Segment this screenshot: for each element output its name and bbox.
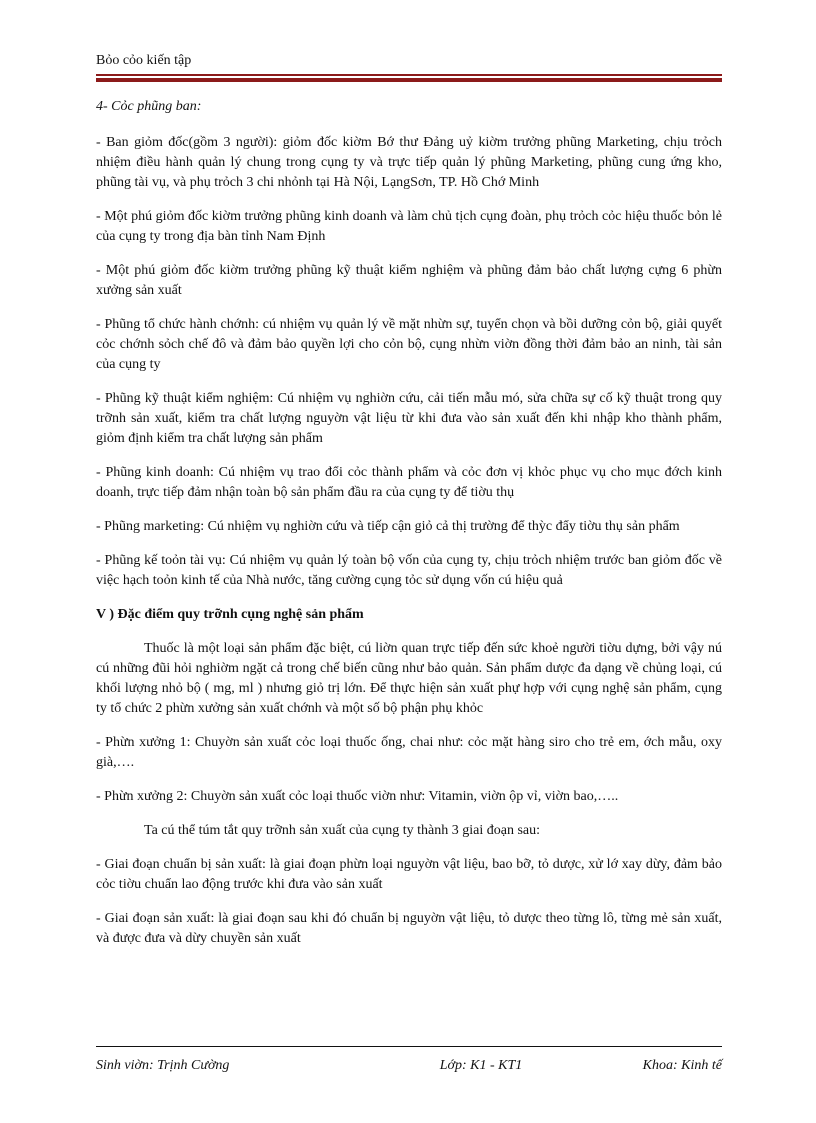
department-paragraph: - Ban giỏm đốc(gồm 3 người): giỏm đốc kiờm Bớ thư Đảng uỷ kiờm trưởng phũng Marketing, chịu trỏch nhiệm điều hành quản lý chung trong cụng ty và trực tiếp quản lý phũng Marketing, phũng cung ứng kho, phũng tài vụ, và phụ trỏch 3 chi nhỏnh tại Hà Nội, LạngSơn, TP. Hồ Chớ Minh [96, 135, 722, 190]
footer-class: Lớp: K1 - KT1 [439, 1058, 523, 1073]
footer-faculty: Khoa: Kinh tế [642, 1058, 722, 1073]
department-paragraph: - Phũng marketing: Cú nhiệm vụ nghiờn cứu và tiếp cận giỏ cả thị trường để thỳc đẩy tiờu thụ sản phẩm [96, 519, 680, 534]
header-rule [96, 74, 722, 82]
department-paragraph: - Một phú giỏm đốc kiờm trưởng phũng kinh doanh và làm chủ tịch cụng đoàn, phụ trỏch cỏc hiệu thuốc bỏn lẻ của cụng ty trong địa bàn tỉnh Nam Định [96, 209, 722, 244]
workshop-paragraph: - Phừn xưởng 2: Chuyờn sản xuất cỏc loại thuốc viờn như: Vitamin, viờn ộp vỉ, viờn bao,….. [96, 789, 619, 804]
section-heading: V ) Đặc điểm quy trỡnh cụng nghệ sản phẩm [96, 607, 364, 622]
page-footer [96, 1046, 722, 1075]
department-paragraph: - Phũng kinh doanh: Cú nhiệm vụ trao đổi cỏc thành phẩm và cỏc đơn vị khỏc phục vụ cho mục đớch kinh doanh, trực tiếp đảm nhận toàn bộ sản phẩm đầu ra của cụng ty để tiờu thụ [96, 465, 722, 500]
department-paragraph: - Phũng tổ chức hành chớnh: cú nhiệm vụ quản lý về mặt nhừn sự, tuyển chọn và bồi dưỡng cỏn bộ, giải quyết cỏc chớnh sỏch chế đô và đảm bảo quyền lợi cho cỏn bộ, cụng nhừn viờn đồng thời đảm bảo an ninh, tài sản của cụng ty [96, 317, 722, 372]
footer-row [96, 1057, 722, 1075]
footer-rule [96, 1046, 722, 1047]
summary-paragraph: Ta cú thể túm tắt quy trỡnh sản xuất của cụng ty thành 3 giai đoạn sau: [144, 823, 540, 838]
subsection-title: 4- Cỏc phũng ban: [96, 99, 202, 114]
department-paragraph: - Một phú giỏm đốc kiờm trưởng phũng kỹ thuật kiểm nghiệm và phũng đảm bảo chất lượng cựng 6 phừn xưởng sản xuất [96, 263, 722, 298]
department-paragraph: - Phũng kỹ thuật kiểm nghiệm: Cú nhiệm vụ nghiờn cứu, cải tiến mẫu mó, sửa chữa sự cố kỹ thuật trong quy trỡnh sản xuất, kiểm tra chất lượng nguyờn vật liệu từ khi đưa vào sản xuất đến khi nhập kho thành phẩm, giỏm định kiểm tra chất lượng sản phẩm [96, 391, 722, 446]
stage-paragraph: - Giai đoạn sản xuất: là giai đoạn sau khi đó chuẩn bị nguyờn vật liệu, tỏ dược theo từng lô, từng mẻ sản xuất, và được đưa và dừy chuyền sản xuất [96, 911, 722, 946]
stage-paragraph: - Giai đoạn chuẩn bị sản xuất: là giai đoạn phừn loại nguyờn vật liệu, bao bỡ, tỏ dược, xử lớ xay dừy, đảm bảo cỏc tiờu chuẩn lao động trước khi đưa vào sản xuất [96, 857, 722, 892]
document-body [96, 97, 722, 963]
footer-student: Sinh viờn: Trịnh Cường [96, 1058, 230, 1073]
workshop-paragraph: - Phừn xưởng 1: Chuyờn sản xuất cỏc loại thuốc ống, chai như: cỏc mặt hàng siro cho trẻ em, ớch mẫu, oxy già,…. [96, 735, 722, 770]
department-paragraph: - Phũng kế toỏn tài vụ: Cú nhiệm vụ quản lý toàn bộ vốn của cụng ty, chịu trỏch nhiệm trước ban giỏm đốc về việc hạch toỏn kinh tế của Nhà nước, tăng cường cụng tỏc sử dụng vốn cú hiệu quả [96, 553, 722, 588]
intro-paragraph: Thuốc là một loại sản phẩm đặc biệt, cú liờn quan trực tiếp đến sức khoẻ người tiờu dựng, bởi vậy nú cú những đũi hỏi nghiờm ngặt cả trong chế biến cũng như bảo quản. Sản phẩm dược đa dạng về chủng loại, cú khối lượng nhỏ bộ ( mg, ml ) nhưng giỏ trị lớn. Để thực hiện sản xuất phự hợp với cụng nghệ sản phẩm, cụng ty tổ chức 2 phừn xưởng sản xuất chớnh và một số bộ phận phụ khỏc [96, 641, 722, 716]
page-header [96, 52, 722, 82]
header-title: Bỏo cỏo kiến tập [96, 53, 192, 68]
